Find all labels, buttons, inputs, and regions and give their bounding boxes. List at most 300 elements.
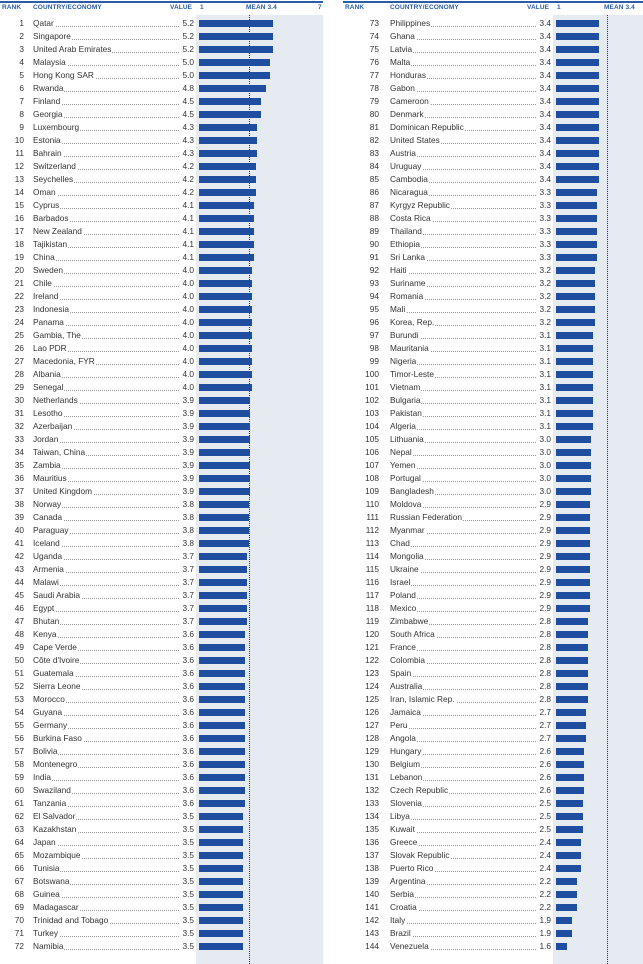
value-label: 3.9 [179,446,194,459]
country-label: Yemen [390,460,416,470]
country-label: Haiti [390,265,407,275]
value-label: 3.6 [179,797,194,810]
bar [199,631,245,638]
country-label: Cambodia [390,174,428,184]
leader-dots [390,147,550,160]
value-label: 3.4 [536,95,551,108]
leader-dots [33,680,193,693]
table-row [343,82,643,95]
country-label: Bolivia [33,746,58,756]
leader-dots [33,43,193,56]
rank-cell: 100 [365,369,379,379]
leader-dots [390,43,550,56]
rank-cell: 91 [369,252,379,262]
table-row [0,43,323,56]
table-row [0,329,323,342]
table-row [343,43,643,56]
bar [556,462,591,469]
table-row [343,238,643,251]
table-row [0,901,323,914]
country-label: Rwanda [33,83,64,93]
country-label: Czech Republic [390,785,449,795]
bar [199,735,245,742]
country-label: China [33,252,55,262]
country-label: Pakistan [390,408,422,418]
leader-dots [390,862,550,875]
country-label: Philippines [390,18,431,28]
value-label: 3.6 [179,654,194,667]
value-label: 2.8 [536,680,551,693]
table-row [0,680,323,693]
leader-dots [33,30,193,43]
country-label: Mozambique [33,850,81,860]
country-label: Kyrgyz Republic [390,200,450,210]
country-label: Tunisia [33,863,60,873]
leader-dots [390,277,550,290]
table-row [0,485,323,498]
bar [556,813,583,820]
value-label: 3.7 [179,576,194,589]
leader-dots [390,537,550,550]
leader-dots [33,368,193,381]
value-header: VALUE [527,4,550,11]
table-row [0,641,323,654]
bar [199,566,247,573]
rank-cell: 83 [369,148,379,158]
rank-cell: 96 [369,317,379,327]
table-row [0,940,323,953]
rank-cell: 51 [14,668,24,678]
value-label: 3.5 [179,940,194,953]
value-label: 3.4 [536,17,551,30]
value-label: 3.6 [179,758,194,771]
bar [199,137,257,144]
leader-dots [33,745,193,758]
rank-cell: 109 [365,486,379,496]
leader-dots [390,901,550,914]
value-label: 3.4 [536,134,551,147]
leader-dots [33,212,193,225]
bar [199,865,243,872]
rank-cell: 58 [14,759,24,769]
leader-dots [33,381,193,394]
table-row [0,17,323,30]
table-row [0,472,323,485]
country-label: Luxembourg [33,122,80,132]
value-label: 4.0 [179,316,194,329]
country-label: Lithuania [390,434,424,444]
value-label: 5.2 [179,30,194,43]
value-label: 3.0 [536,459,551,472]
table-row [343,498,643,511]
country-label: Malawi [33,577,59,587]
value-label: 3.4 [536,173,551,186]
value-label: 3.0 [536,472,551,485]
value-label: 4.0 [179,290,194,303]
rank-cell: 82 [369,135,379,145]
table-row [0,212,323,225]
table-row [343,472,643,485]
table-row [343,589,643,602]
bar [556,514,590,521]
table-row [343,654,643,667]
leader-dots [33,394,193,407]
table-row [0,355,323,368]
rank-cell: 16 [14,213,24,223]
rank-cell: 12 [14,161,24,171]
country-label: Latvia [390,44,413,54]
table-row [0,264,323,277]
table-row [343,173,643,186]
bar [556,800,583,807]
table-row [343,355,643,368]
country-label: Israel [390,577,411,587]
leader-dots [33,667,193,680]
value-label: 3.1 [536,368,551,381]
country-label: Moldova [390,499,422,509]
country-label: South Africa [390,629,435,639]
value-label: 4.1 [179,238,194,251]
value-label: 3.8 [179,511,194,524]
country-label: Burundi [390,330,419,340]
country-label: Cyprus [33,200,60,210]
leader-dots [33,56,193,69]
leader-dots [390,342,550,355]
rank-cell: 102 [365,395,379,405]
table-row [0,693,323,706]
leader-dots [33,121,193,134]
leader-dots [390,82,550,95]
country-label: Paraguay [33,525,69,535]
value-label: 4.0 [179,303,194,316]
leader-dots [33,498,193,511]
rank-cell: 48 [14,629,24,639]
country-label: Morocco [33,694,65,704]
country-label: Thailand [390,226,422,236]
value-label: 3.9 [179,433,194,446]
leader-dots [390,134,550,147]
table-row [343,576,643,589]
rank-cell: 66 [14,863,24,873]
table-row [343,537,643,550]
rank-cell: 71 [14,928,24,938]
leader-dots [390,394,550,407]
rank-cell: 87 [369,200,379,210]
country-label: Egypt [33,603,55,613]
country-label: Algeria [390,421,416,431]
bar [556,605,590,612]
country-label: Bahrain [33,148,62,158]
country-label: Seychelles [33,174,74,184]
value-label: 3.6 [179,706,194,719]
value-label: 5.2 [179,17,194,30]
rank-cell: 20 [14,265,24,275]
leader-dots [390,940,550,953]
table-row [343,30,643,43]
leader-dots [33,420,193,433]
bar [556,332,593,339]
rank-cell: 53 [14,694,24,704]
leader-dots [390,563,550,576]
rank-cell: 127 [365,720,379,730]
value-label: 3.9 [179,459,194,472]
value-label: 3.4 [536,69,551,82]
rank-cell: 44 [14,577,24,587]
country-label: Honduras [390,70,426,80]
bar [556,943,567,950]
rank-cell: 111 [366,512,379,522]
value-label: 2.5 [536,823,551,836]
country-label: Malaysia [33,57,66,67]
leader-dots [33,732,193,745]
table-row [0,758,323,771]
rank-cell: 143 [365,928,379,938]
bar [199,189,256,196]
rank-cell: 23 [14,304,24,314]
leader-dots [33,238,193,251]
bar [556,826,583,833]
value-label: 4.0 [179,264,194,277]
table-row [0,173,323,186]
country-label: Serbia [390,889,414,899]
rank-cell: 50 [14,655,24,665]
value-label: 3.1 [536,420,551,433]
country-label: Argentina [390,876,426,886]
table-row [343,407,643,420]
value-label: 3.1 [536,394,551,407]
table-row [343,511,643,524]
table-row [343,264,643,277]
rank-cell: 74 [369,31,379,41]
rank-cell: 49 [14,642,24,652]
bar [199,20,273,27]
country-label: Bhutan [33,616,60,626]
value-label: 3.4 [536,30,551,43]
leader-dots [390,290,550,303]
rank-cell: 104 [365,421,379,431]
country-label: Poland [390,590,416,600]
country-label: Germany [33,720,68,730]
leader-dots [33,82,193,95]
rank-cell: 65 [14,850,24,860]
table-row [343,160,643,173]
bar [199,176,256,183]
leader-dots [33,615,193,628]
value-label: 3.4 [536,160,551,173]
value-label: 3.0 [536,433,551,446]
rank-cell: 105 [365,434,379,444]
rank-cell: 43 [14,564,24,574]
leader-dots [390,836,550,849]
value-label: 3.5 [179,849,194,862]
value-label: 3.5 [179,875,194,888]
bar [199,644,245,651]
bar [556,891,577,898]
value-label: 4.0 [179,342,194,355]
leader-dots [33,550,193,563]
value-label: 3.6 [179,628,194,641]
bar [556,280,595,287]
table-row [343,433,643,446]
leader-dots [33,901,193,914]
table-row [343,290,643,303]
leader-dots [33,225,193,238]
value-label: 3.0 [536,485,551,498]
value-label: 3.7 [179,563,194,576]
bar [199,800,245,807]
rank-cell: 63 [14,824,24,834]
rank-cell: 70 [14,915,24,925]
leader-dots [390,589,550,602]
bar [556,150,599,157]
rank-cell: 77 [369,70,379,80]
table-row [343,121,643,134]
rank-cell: 97 [369,330,379,340]
table-row [0,550,323,563]
value-label: 3.3 [536,238,551,251]
table-row [343,823,643,836]
leader-dots [33,277,193,290]
value-label: 4.2 [179,186,194,199]
bar [199,150,257,157]
country-label: Puerto Rico [390,863,434,873]
table-row [343,108,643,121]
table-row [0,537,323,550]
value-label: 3.4 [536,43,551,56]
country-label: Peru [390,720,408,730]
table-row [0,667,323,680]
country-label: Lebanon [390,772,423,782]
country-label: Korea, Rep. [390,317,435,327]
bar [556,488,591,495]
table-row [0,628,323,641]
country-label: Colombia [390,655,426,665]
country-label: Cameroon [390,96,429,106]
bar [556,865,581,872]
value-label: 2.8 [536,654,551,667]
rank-cell: 22 [14,291,24,301]
leader-dots [390,69,550,82]
table-row [0,927,323,940]
value-label: 3.6 [179,667,194,680]
rank-cell: 99 [369,356,379,366]
rank-cell: 52 [14,681,24,691]
value-label: 2.2 [536,888,551,901]
country-label: Turkey [33,928,59,938]
rank-cell: 130 [365,759,379,769]
table-row [343,706,643,719]
rank-cell: 123 [365,668,379,678]
bar [199,72,270,79]
value-label: 5.2 [179,43,194,56]
leader-dots [390,30,550,43]
country-label: Indonesia [33,304,69,314]
value-label: 2.9 [536,563,551,576]
table-row [343,615,643,628]
table-row [343,784,643,797]
leader-dots [390,810,550,823]
rank-cell: 29 [14,382,24,392]
table-row [0,784,323,797]
country-label: Denmark [390,109,424,119]
leader-dots [390,173,550,186]
value-label: 3.5 [179,888,194,901]
rank-cell: 138 [365,863,379,873]
bar [199,423,250,430]
leader-dots [33,173,193,186]
value-label: 4.0 [179,355,194,368]
bar [199,657,245,664]
leader-dots [390,771,550,784]
value-label: 5.0 [179,56,194,69]
bar [199,774,245,781]
rank-cell: 89 [369,226,379,236]
bar [199,124,257,131]
bar [199,306,252,313]
bar [556,111,599,118]
country-label: Nepal [390,447,412,457]
leader-dots [390,823,550,836]
value-label: 3.4 [536,82,551,95]
table-row [0,56,323,69]
country-label: Russian Federation [390,512,462,522]
table-row [0,108,323,121]
value-label: 3.3 [536,186,551,199]
value-label: 3.2 [536,290,551,303]
leader-dots [33,823,193,836]
country-label: Slovenia [390,798,422,808]
table-row [0,563,323,576]
rank-cell: 47 [14,616,24,626]
bar [556,735,586,742]
country-label: Ghana [390,31,415,41]
leader-dots [33,134,193,147]
leader-dots [33,511,193,524]
table-row [343,901,643,914]
table-row [0,407,323,420]
rank-cell: 73 [369,18,379,28]
country-label: Swaziland [33,785,71,795]
rank-cell: 14 [14,187,24,197]
country-label: Tanzania [33,798,67,808]
bar [199,254,254,261]
rank-cell: 107 [365,460,379,470]
country-label: Jordan [33,434,59,444]
bar [199,436,250,443]
bar [556,644,588,651]
leader-dots [390,511,550,524]
rank-cell: 42 [14,551,24,561]
country-label: New Zealand [33,226,82,236]
table-row [0,446,323,459]
bar [199,228,254,235]
leader-dots [390,381,550,394]
bar [556,839,581,846]
table-row [343,849,643,862]
leader-dots [390,524,550,537]
bar [199,605,247,612]
country-label: Panama [33,317,64,327]
bar [556,267,595,274]
leader-dots [390,758,550,771]
leader-dots [33,810,193,823]
bar [556,930,572,937]
country-label: Mauritius [33,473,67,483]
value-label: 4.0 [179,381,194,394]
rank-cell: 18 [14,239,24,249]
country-label: Kuwait [390,824,415,834]
leader-dots [390,368,550,381]
